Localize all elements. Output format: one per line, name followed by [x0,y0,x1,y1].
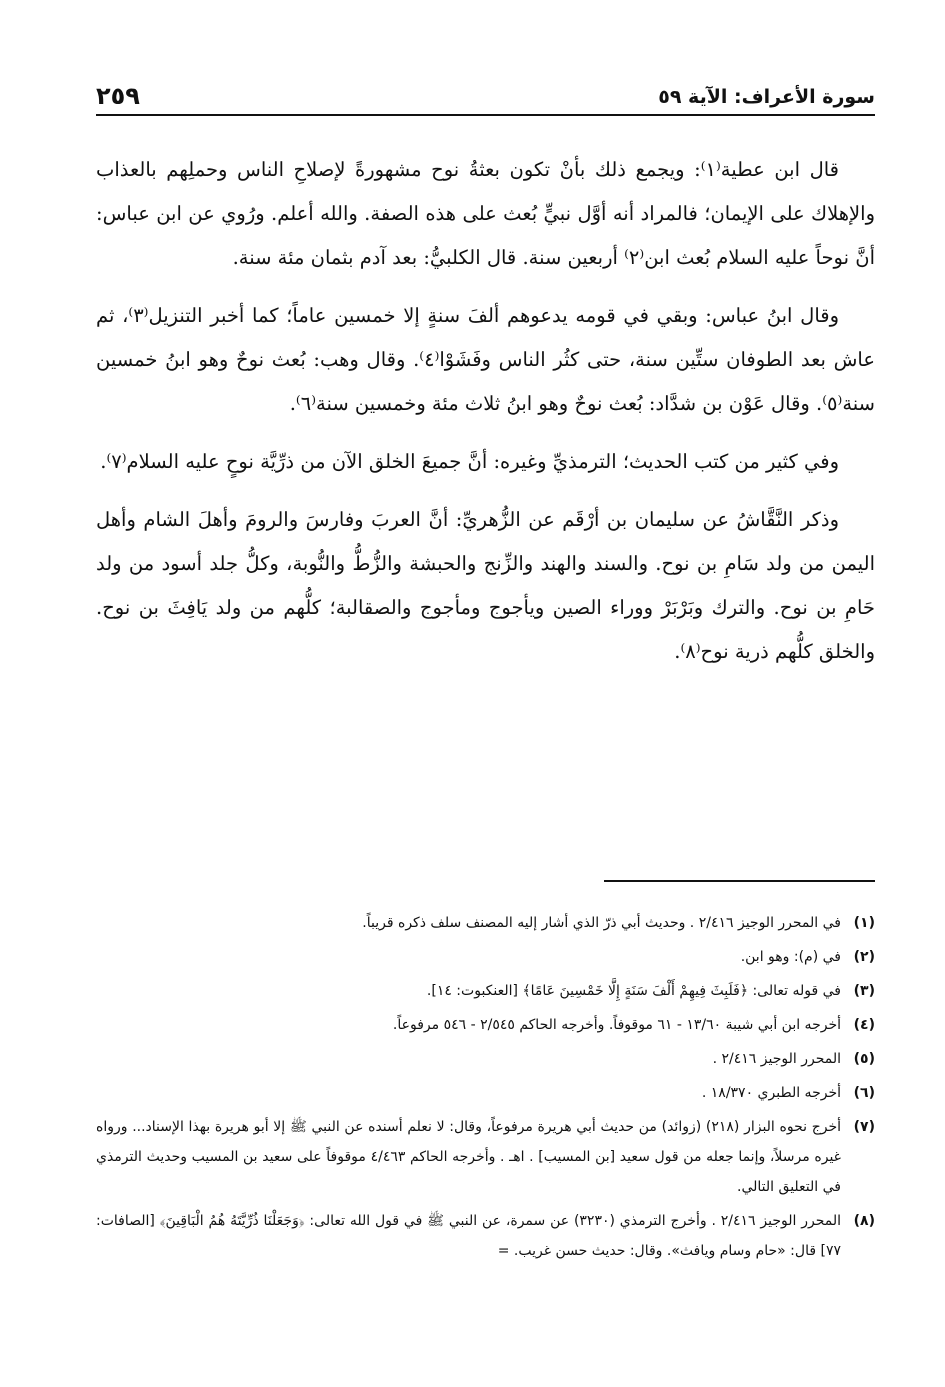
footnote [96,1206,875,1266]
paragraph: قال ابن عطية⁽١⁾: ويجمع ذلك بأنْ تكون بعثةُ نوح مشهورةً لإصلاحِ الناس وحملِهم بالعذاب والإهلاك على الإيمان؛ فالمراد أنه أوَّل نبيٍّ بُعث على هذه الصفة. والله أعلم. ورُوي عن ابن عباس: أنَّ نوحاً عليه السلام بُعث ابن⁽٢⁾ أربعين سنة. قال الكلبيُّ: بعد آدم بثمان مئة سنة. [96,158,875,269]
main-text [96,148,875,674]
footnote [96,942,875,972]
chapter-title: سورة الأعراف: الآية ٥٩ [658,86,875,108]
footnote-number: (٥) [853,1051,875,1067]
footnote-text: أخرجه الطبري ١٨/٣٧٠ . [701,1085,841,1101]
footnote-number: (٢) [853,949,875,965]
footnote [96,1010,875,1040]
footnote-number: (٤) [853,1017,875,1033]
footnote-text: أخرج نحوه البزار (٢١٨) (زوائد) من حديث أبي هريرة مرفوعاً، وقال: لا نعلم أسنده عن النبي ﷺ إلا أبو هريرة بهذا الإسناد... ورواه غيره مرسلاً، وإنما جعله من قول سعيد [بن المسيب] . اهـ . وأخرجه الحاكم ٤/٤٦٣ موقوفاً على سعيد بن المسيب وحديث الترمذي في التعليق التالي. [96,1119,842,1195]
footnote-number: (٦) [853,1085,875,1101]
footnote [96,908,875,938]
footnote-text: في المحرر الوجيز ٢/٤١٦ . وحديث أبي ذرّ الذي أشار إليه المصنف سلف ذكره قريباً. [362,915,841,931]
footnote-number: (٨) [853,1213,875,1229]
footnote-separator [604,880,875,882]
footnote [96,1078,875,1108]
footnotes [96,908,875,1270]
footnote-number: (١) [853,915,875,931]
footnote-number: (٣) [853,983,875,999]
paragraph: وقال ابنُ عباس: وبقي في قومه يدعوهم ألفَ سنةٍ إلا خمسين عاماً؛ كما أخبر التنزيل⁽٣⁾، ثم عاش بعد الطوفان ستِّين سنة، حتى كثُر الناس وفَشَوْا⁽٤⁾. وقال وهب: بُعث نوحٌ وهو ابنُ خمسين سنة⁽٥⁾. وقال عَوْن بن شدَّاد: بُعث نوحٌ وهو ابنُ ثلاث مئة وخمسين سنة⁽٦⁾. [96,304,875,415]
footnote [96,1112,875,1202]
paragraph: وذكر النَّقَّاشُ عن سليمان بن أرْقَم عن الزُّهريِّ: أنَّ العربَ وفارسَ والرومَ وأهلَ الشام وأهل اليمن من ولد سَامِ بن نوح. والسند والهند والزِّنج والحبشة والزُّطُّ والنُّوبة، وكلُّ جلد أسود من ولد حَامِ بن نوح. والترك وبَرْبَرْ ووراء الصين ويأجوج ومأجوج والصقالبة؛ كلُّهم من ولد يَافِثَ بن نوح. والخلق كلُّهم ذرية نوح⁽٨⁾. [96,508,875,663]
footnote-text: المحرر الوجيز ٢/٤١٦ . [712,1051,841,1067]
running-header [96,68,875,116]
footnote [96,976,875,1006]
footnote-text: في (م): وهو ابن. [740,949,841,965]
footnote-number: (٧) [853,1119,875,1135]
footnote-text: أخرجه ابن أبي شيبة ١٣/٦٠ - ٦١ موقوفاً. وأخرجه الحاكم ٢/٥٤٥ - ٥٤٦ مرفوعاً. [392,1017,841,1033]
footnote-text: المحرر الوجيز ٢/٤١٦ . وأخرج الترمذي (٣٢٣٠) عن سمرة، عن النبي ﷺ في قول الله تعالى: ﴿وَجَعَلْنَا ذُرِّيَّتَهُ هُمُ الْبَاقِينَ﴾ [الصافات: ٧٧] قال: «حام وسام ويافث». وقال: حديث حسن غريب. = [96,1213,841,1259]
page-number: ٢٥٩ [96,82,140,110]
paragraph: وفي كثير من كتب الحديث؛ الترمذيِّ وغيره: أنَّ جميعَ الخلق الآن من ذرِّيَّة نوحٍ عليه السلام⁽٧⁾. [100,450,839,473]
footnote-text: في قوله تعالى: ﴿فَلَبِثَ فِيهِمْ أَلْفَ سَنَةٍ إِلَّا خَمْسِينَ عَامًا﴾ [العنكبوت: ١٤]. [426,983,841,999]
footnote [96,1044,875,1074]
